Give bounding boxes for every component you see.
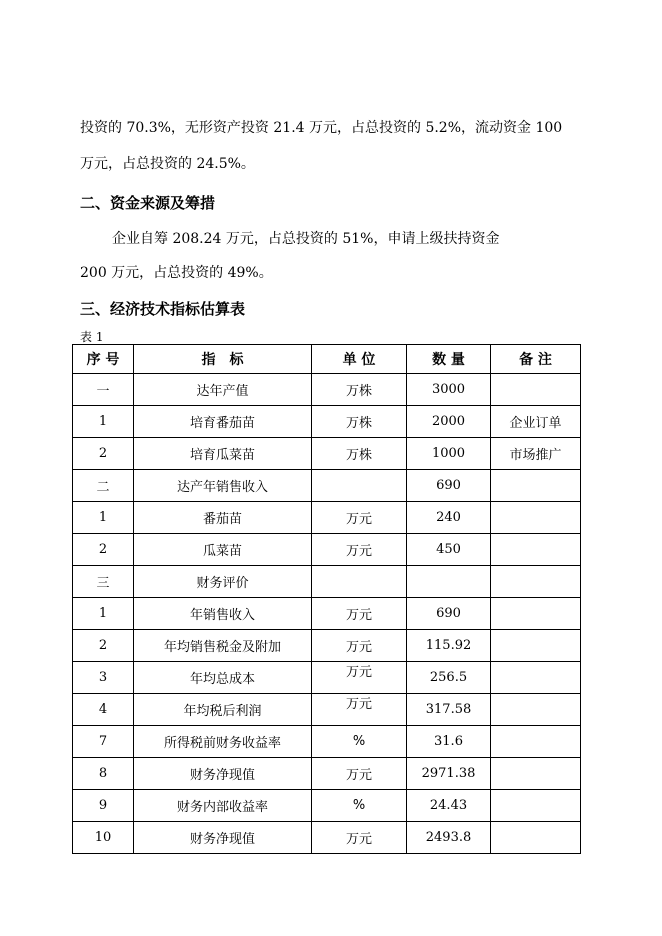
cell-note: 市场推广 [491, 438, 581, 470]
cell-unit [312, 694, 407, 726]
table-row [73, 662, 581, 694]
cell-note [491, 630, 581, 662]
cell-unit [312, 470, 407, 502]
table-row [73, 438, 581, 470]
cell-note [491, 534, 581, 566]
cell-no: 4 [73, 694, 134, 726]
cell-no: 2 [73, 630, 134, 662]
cell-unit [312, 566, 407, 598]
cell-qty: 256.5 [407, 662, 491, 694]
cell-indicator: 财务内部收益率 [134, 790, 312, 822]
cell-no: 7 [73, 726, 134, 758]
cell-note [491, 374, 581, 406]
table-row [73, 694, 581, 726]
cell-no: 2 [73, 534, 134, 566]
section2-line2: 200 万元，占总投资的 49%。 [80, 265, 273, 281]
cell-unit: 万株 [312, 374, 407, 406]
cell-no: 1 [73, 598, 134, 630]
cell-unit: 万元 [312, 822, 407, 854]
table-caption: 表 1 [80, 330, 104, 344]
table-row [73, 566, 581, 598]
table-row [73, 630, 581, 662]
section3-heading: 三、经济技术指标估算表 [80, 300, 246, 318]
table-row [73, 470, 581, 502]
table-header-row [73, 345, 581, 374]
cell-qty: 450 [407, 534, 491, 566]
table-row [73, 406, 581, 438]
cell-qty: 31.6 [407, 726, 491, 758]
cell-indicator: 年均总成本 [134, 662, 312, 694]
cell-note [491, 822, 581, 854]
cell-indicator: 所得税前财务收益率 [134, 726, 312, 758]
cell-qty: 240 [407, 502, 491, 534]
cell-indicator: 年销售收入 [134, 598, 312, 630]
cell-unit: % [312, 726, 407, 758]
cell-indicator: 番茄苗 [134, 502, 312, 534]
cell-indicator: 瓜菜苗 [134, 534, 312, 566]
paragraph1-line1: 投资的 70.3%，无形资产投资 21.4 万元，占总投资的 5.2%，流动资金 100 [80, 120, 563, 136]
cell-note [491, 694, 581, 726]
cell-no: 1 [73, 406, 134, 438]
header-unit: 单 位 [312, 345, 407, 374]
cell-qty: 317.58 [407, 694, 491, 726]
paragraph1-line2: 万元，占总投资的 24.5%。 [80, 156, 255, 172]
cell-indicator: 财务净现值 [134, 758, 312, 790]
cell-note [491, 502, 581, 534]
cell-unit: 万元 [312, 758, 407, 790]
table-row [73, 758, 581, 790]
cell-indicator: 培育番茄苗 [134, 406, 312, 438]
table-row [73, 374, 581, 406]
cell-note [491, 598, 581, 630]
cell-unit: 万元 [312, 534, 407, 566]
header-no: 序 号 [73, 345, 134, 374]
header-note: 备 注 [491, 345, 581, 374]
cell-unit: 万元 [312, 502, 407, 534]
section2-heading: 二、资金来源及筹措 [80, 194, 216, 212]
cell-no: 三 [73, 566, 134, 598]
cell-indicator: 年均税后利润 [134, 694, 312, 726]
cell-unit: 万株 [312, 438, 407, 470]
table-row [73, 534, 581, 566]
cell-qty: 2971.38 [407, 758, 491, 790]
cell-unit-text: 万元 [345, 665, 372, 680]
cell-no: 一 [73, 374, 134, 406]
cell-note [491, 662, 581, 694]
cell-note [491, 726, 581, 758]
table-row [73, 726, 581, 758]
cell-note [491, 470, 581, 502]
table-row [73, 822, 581, 854]
header-qty: 数 量 [407, 345, 491, 374]
cell-qty: 1000 [407, 438, 491, 470]
cell-unit: 万元 [312, 630, 407, 662]
cell-qty: 2000 [407, 406, 491, 438]
cell-unit: % [312, 790, 407, 822]
cell-unit-text: 万元 [345, 697, 372, 712]
cell-no: 1 [73, 502, 134, 534]
table-row [73, 790, 581, 822]
section2-line1: 企业自筹 208.24 万元，占总投资的 51%，申请上级扶持资金 [112, 231, 500, 247]
cell-indicator: 财务评价 [134, 566, 312, 598]
cell-indicator: 培育瓜菜苗 [134, 438, 312, 470]
cell-qty: 690 [407, 598, 491, 630]
cell-note: 企业订单 [491, 406, 581, 438]
cell-indicator: 年均销售税金及附加 [134, 630, 312, 662]
cell-no: 二 [73, 470, 134, 502]
cell-unit: 万元 [312, 598, 407, 630]
cell-note [491, 566, 581, 598]
cell-qty: 115.92 [407, 630, 491, 662]
cell-unit: 万株 [312, 406, 407, 438]
cell-qty: 690 [407, 470, 491, 502]
cell-qty: 2493.8 [407, 822, 491, 854]
cell-note [491, 758, 581, 790]
cell-indicator: 达年产值 [134, 374, 312, 406]
cell-indicator: 达产年销售收入 [134, 470, 312, 502]
table-row [73, 598, 581, 630]
cell-note [491, 790, 581, 822]
cell-no: 2 [73, 438, 134, 470]
cell-unit [312, 662, 407, 694]
cell-indicator: 财务净现值 [134, 822, 312, 854]
cell-no: 10 [73, 822, 134, 854]
header-indicator: 指 标 [134, 345, 312, 374]
cell-qty: 3000 [407, 374, 491, 406]
cell-no: 3 [73, 662, 134, 694]
indicator-table [72, 344, 581, 854]
cell-no: 9 [73, 790, 134, 822]
cell-qty: 24.43 [407, 790, 491, 822]
cell-qty [407, 566, 491, 598]
cell-no: 8 [73, 758, 134, 790]
table-row [73, 502, 581, 534]
